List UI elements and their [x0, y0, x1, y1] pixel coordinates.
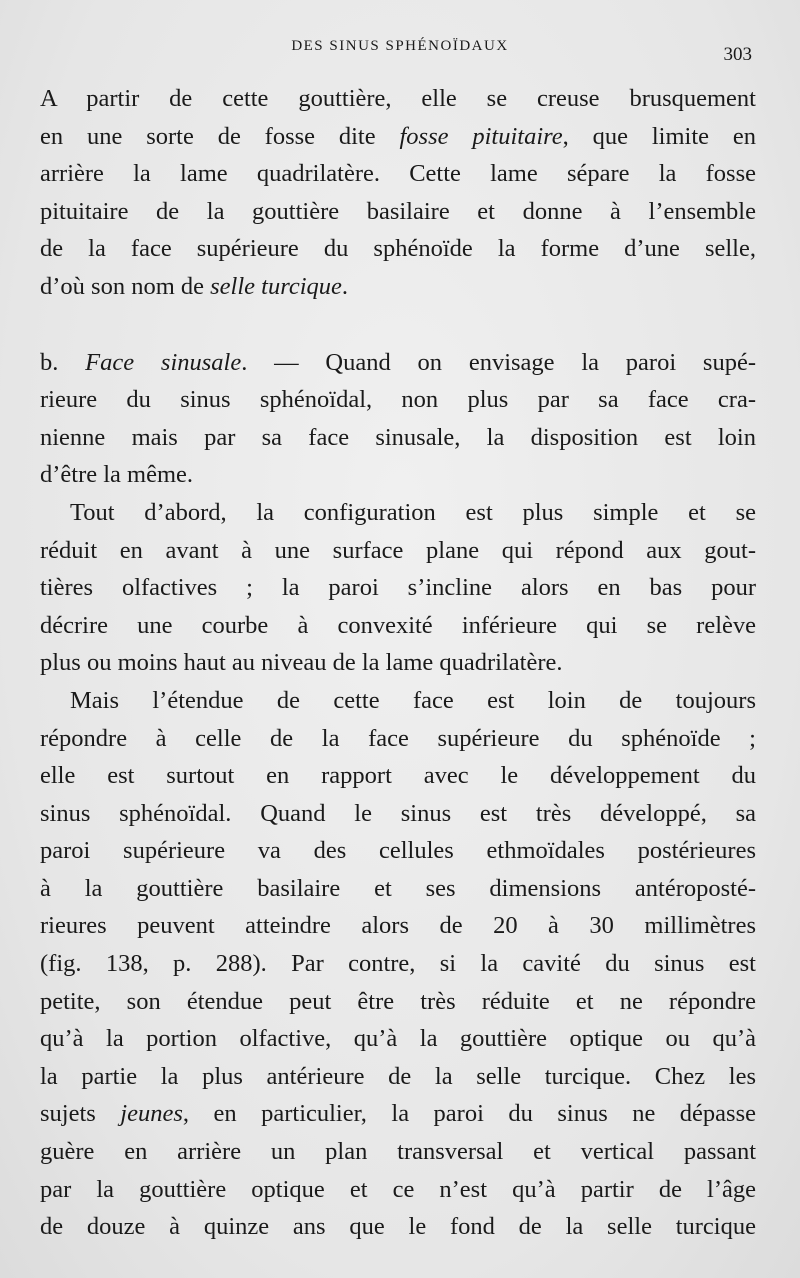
text-segment: . — Quand on envisage la paroi supé- [241, 348, 756, 376]
text-segment: décrire une courbe à convexité inférieure qui se relève [40, 611, 756, 639]
text-line [40, 945, 756, 983]
text-segment: qu’à la portion olfactive, qu’à la gouttière optique ou qu’à [40, 1025, 756, 1053]
text-line [40, 607, 756, 645]
page-number: 303 [723, 44, 752, 65]
text-line [40, 832, 756, 870]
text-line [40, 456, 756, 494]
text-segment: Mais l’étendue de cette face est loin de toujours [70, 686, 756, 714]
text-segment: d’où son nom de [40, 272, 211, 300]
text-segment: rieure du sinus sphénoïdal, non plus par sa face cra- [40, 386, 756, 414]
text-line [40, 569, 756, 607]
text-segment: rieures peuvent atteindre alors de 20 à 30 millimètres [40, 912, 756, 940]
italic-term: selle turcique [210, 272, 342, 300]
paragraph [40, 494, 756, 682]
paragraph [40, 682, 756, 1246]
text-line [40, 344, 756, 382]
text-segment: répondre à celle de la face supérieure du sphénoïde ; [40, 724, 756, 752]
text-line [40, 795, 756, 833]
text-line [40, 720, 756, 758]
text-segment: de douze à quinze ans que le fond de la selle turcique [40, 1213, 756, 1241]
text-line [40, 1020, 756, 1058]
text-segment: plus ou moins haut au niveau de la lame quadrilatère. [40, 649, 563, 677]
text-segment: sujets [40, 1100, 121, 1128]
text-line [40, 381, 756, 419]
text-segment: en une sorte de fosse dite [40, 122, 400, 150]
text-segment: , que limite en [562, 122, 756, 150]
text-line [40, 983, 756, 1021]
paragraph [40, 344, 756, 494]
paragraph [40, 80, 756, 306]
text-segment: par la gouttière optique et ce n’est qu’à partir de l’âge [40, 1175, 756, 1203]
text-segment: d’être la même. [40, 461, 194, 489]
text-line [40, 155, 756, 193]
text-segment: guère en arrière un plan transversal et vertical passant [40, 1138, 756, 1166]
text-segment: sinus sphénoïdal. Quand le sinus est très développé, sa [40, 799, 756, 827]
text-segment: paroi supérieure va des cellules ethmoïdales postérieures [40, 837, 756, 865]
text-line [40, 870, 756, 908]
text-segment: petite, son étendue peut être très réduite et ne répondre [40, 987, 756, 1015]
text-line [40, 230, 756, 268]
text-line [40, 268, 756, 306]
text-line [40, 193, 756, 231]
text-line [40, 682, 756, 720]
text-segment: (fig. 138, p. 288). Par contre, si la cavité du sinus est [40, 950, 756, 978]
text-line [40, 1208, 756, 1246]
text-segment: b. [40, 348, 86, 376]
text-line [40, 494, 756, 532]
text-line [40, 80, 756, 118]
text-line [40, 1133, 756, 1171]
text-segment: de la face supérieure du sphénoïde la forme d’une selle, [40, 235, 756, 263]
text-segment: la partie la plus antérieure de la selle turcique. Chez les [40, 1062, 756, 1090]
text-line [40, 907, 756, 945]
text-line [40, 1095, 756, 1133]
text-segment: réduit en avant à une surface plane qui répond aux gout- [40, 536, 756, 564]
text-segment: nienne mais par sa face sinusale, la disposition est loin [40, 423, 756, 451]
text-line [40, 532, 756, 570]
text-line [40, 757, 756, 795]
text-segment: à la gouttière basilaire et ses dimensions antéroposté- [40, 874, 756, 902]
text-line [40, 644, 756, 682]
body-text [40, 80, 756, 1246]
text-line [40, 419, 756, 457]
section-gap [40, 306, 756, 344]
text-segment: elle est surtout en rapport avec le développement du [40, 762, 756, 790]
text-segment: arrière la lame quadrilatère. Cette lame sépare la fosse [40, 160, 756, 188]
text-segment: tières olfactives ; la paroi s’incline alors en bas pour [40, 574, 756, 602]
text-line [40, 1058, 756, 1096]
text-segment: pituitaire de la gouttière basilaire et donne à l’ensemble [40, 197, 756, 225]
text-segment: , en particulier, la paroi du sinus ne dépasse [182, 1100, 756, 1128]
running-title: DES SINUS SPHÉNOÏDAUX [291, 38, 509, 54]
text-segment: A partir de cette gouttière, elle se creuse brusquement [40, 85, 756, 112]
text-line [40, 118, 756, 156]
text-segment: Tout d’abord, la configuration est plus simple et se [70, 498, 756, 526]
text-line [40, 1171, 756, 1209]
italic-term: fosse pituitaire [399, 122, 563, 150]
italic-term: Face sinusale [85, 348, 242, 376]
italic-term: jeunes [120, 1100, 183, 1128]
text-segment: . [341, 272, 349, 300]
